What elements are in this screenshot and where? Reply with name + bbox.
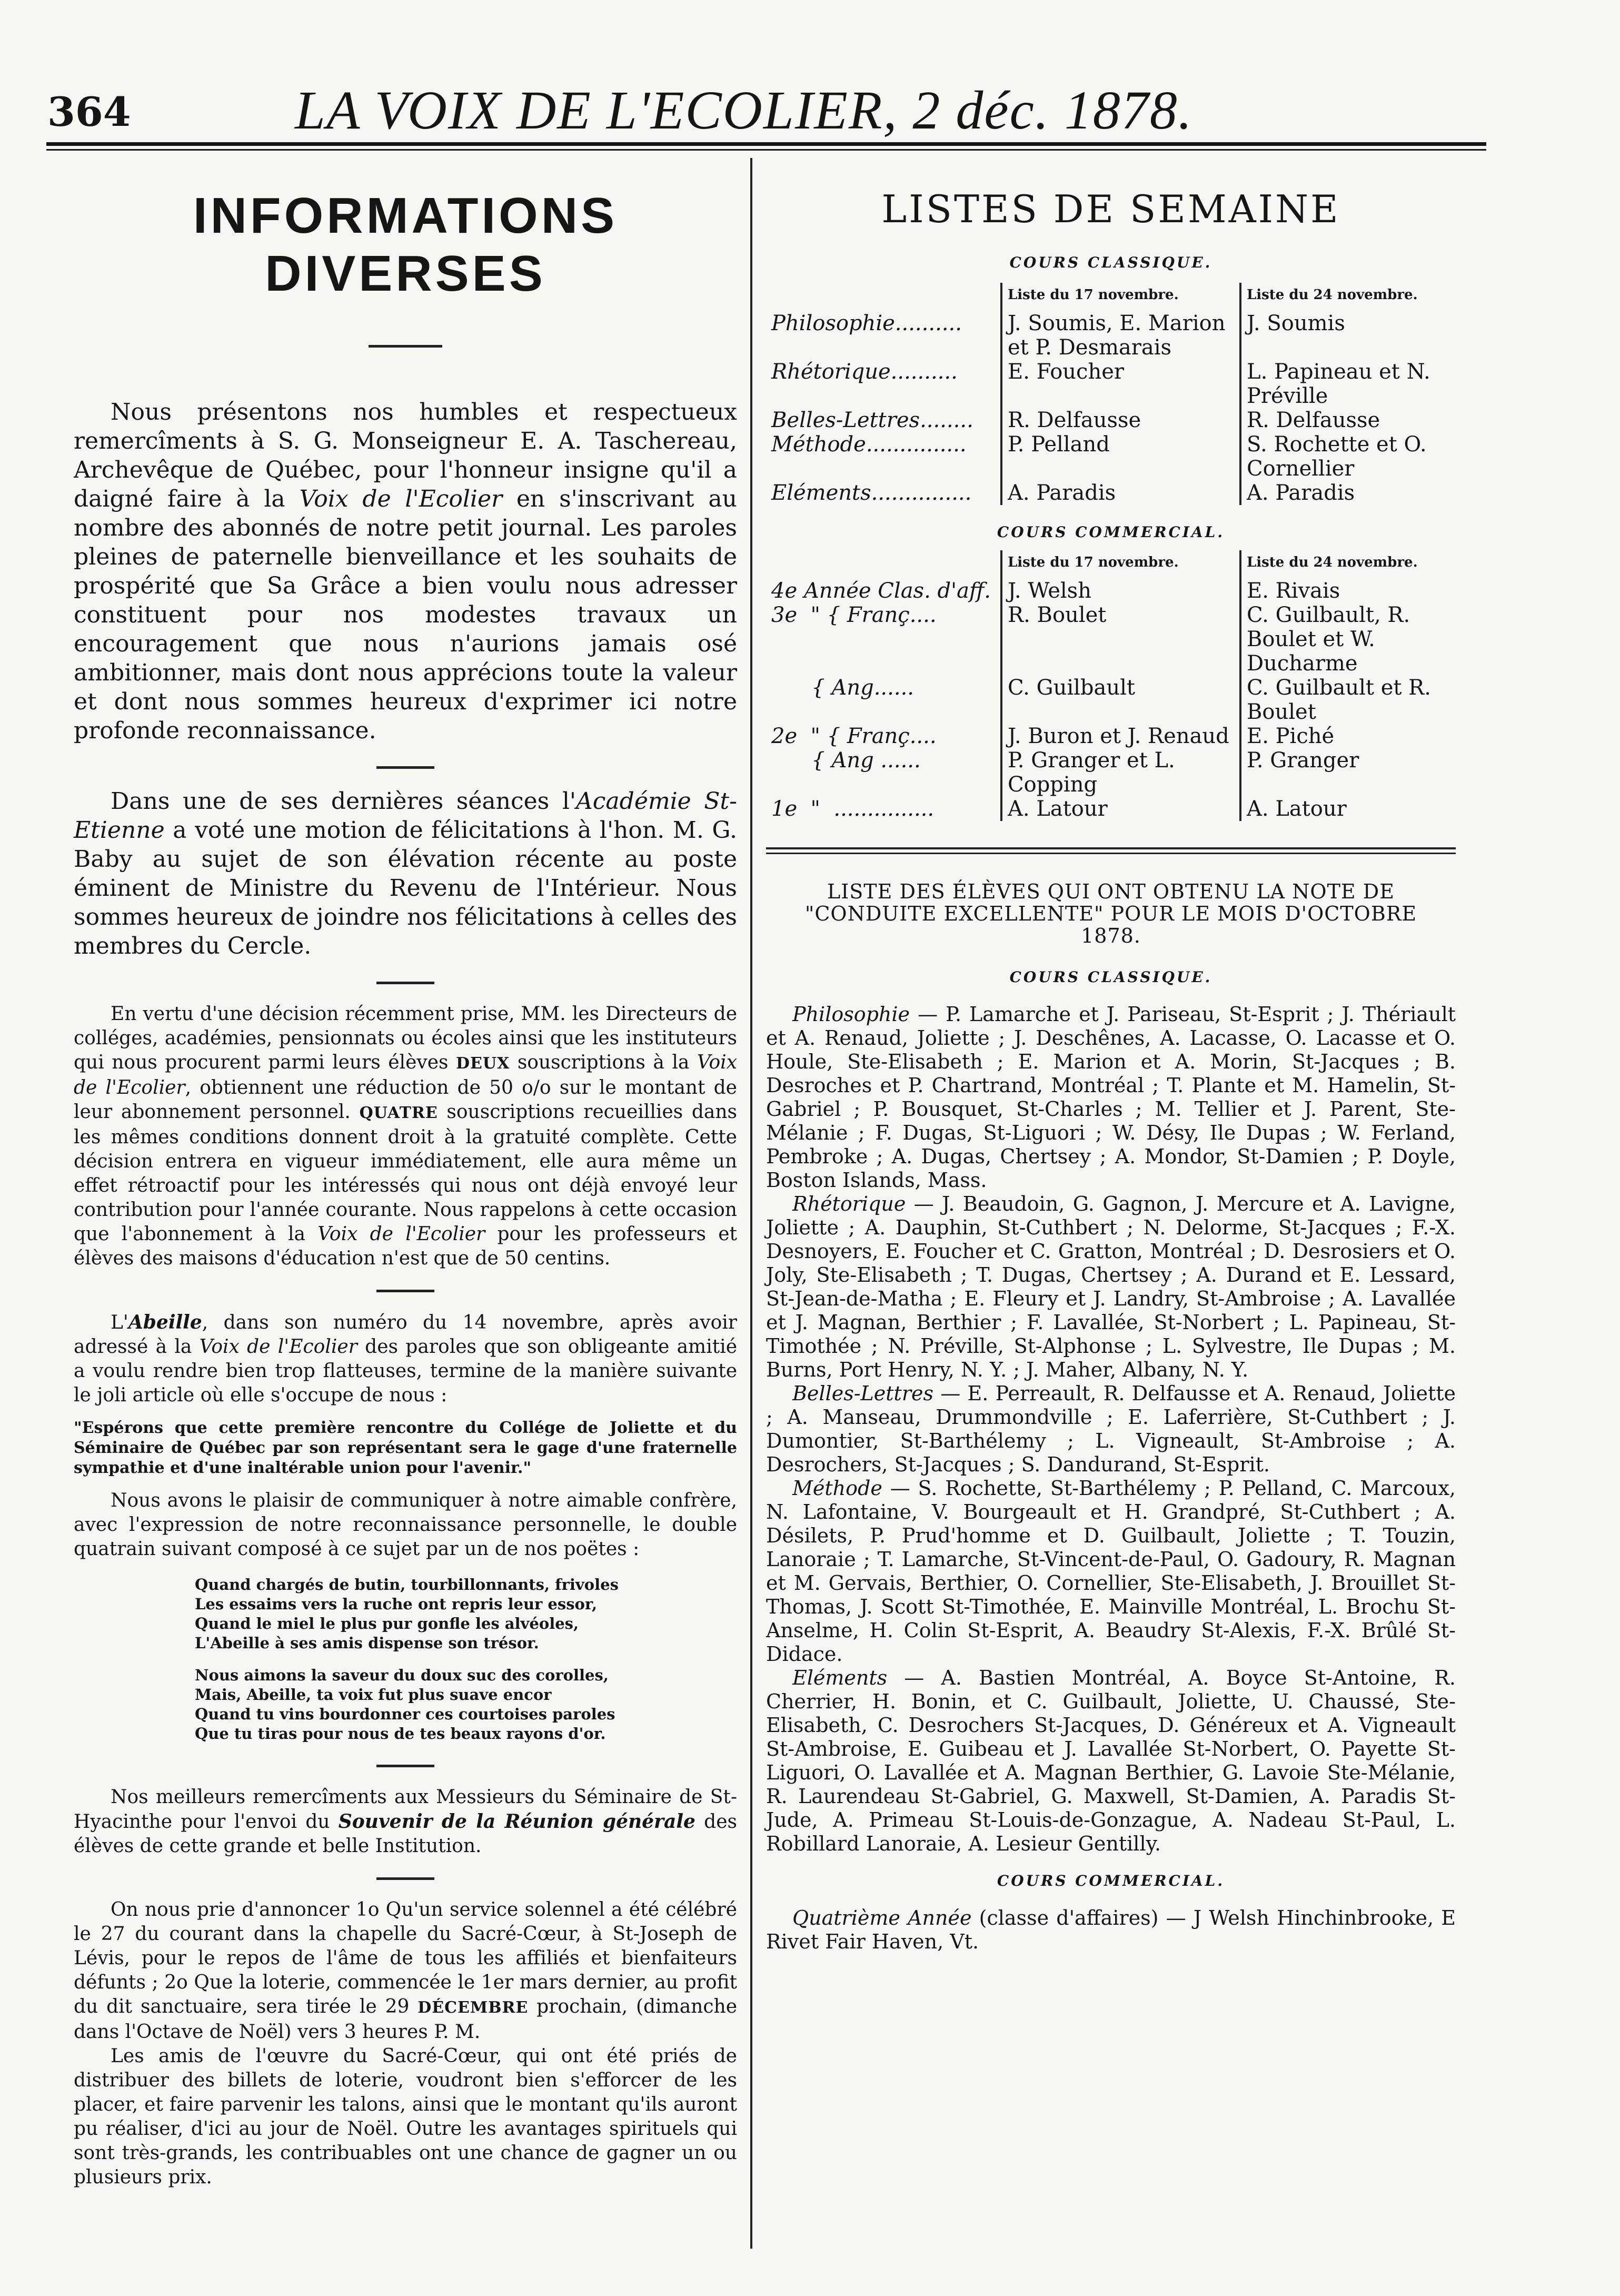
table-row: { Ang ...... P. Granger et L. Copping P. Granger (771, 748, 1359, 797)
table-row: Eléments............... A. Paradis A. Paradis (771, 481, 1355, 505)
paragraph-subscriptions: En vertu d'une décision récemment prise, MM. les Directeurs de colléges, académies, pensionnats ou écoles ainsi que les instituteurs qui nous procurent parmi leurs élèves DEUX souscriptions à la Voix de l'Ecolier, obtiennent une réduction de 50 o/o sur le montant de leur abonnement personnel. QUATRE souscriptions recueillies dans les mêmes conditions donnent droit à la gratuité complète. Cette décision entrera en vigueur immédiatement, elle aura même un effet rétroactif pour les intéressés qui nous ont déjà envoyé leur contribution pour l'année courante. Nous rappelons à cette occasion que l'abonnement à la Voix de l'Ecolier pour les professeurs et élèves des maisons d'éducation n'est que de 50 centins. (74, 1003, 737, 1269)
list-item: Quatrième Année (classe d'affaires) — J Welsh Hinchinbrooke, E Rivet Fair Haven, Vt. (766, 1906, 1456, 1953)
paragraph-loterie: On nous prie d'annoncer 1o Qu'un service solennel a été célébré le 27 du courant dans la chapelle du Sacré-Cœur, à St-Joseph de Lévis, pour le repos de l'âme de tous les affiliés et bienfaiteurs défunts ; 2o Que la loterie, commencée le 1er mars dernier, au profit du dit sanctuaire, sera tirée le 29 DÉCEMBRE prochain, (dimanche dans l'Octave de Noël) vers 3 heures P. M. (74, 1899, 737, 2043)
paragraph-abeille: L'Abeille, dans son numéro du 14 novembre, après avoir adressé à la Voix de l'Ecolier des paroles que son obligeante amitié a voulu rendre bien trop flatteuses, termine de la manière suivante le joli article où elle s'occupe de nous : (74, 1311, 737, 1406)
classique-weekly-table (766, 283, 1456, 505)
table-row: { Ang...... C. Guilbault C. Guilbault et R. Boulet (771, 676, 1431, 724)
column-divider (750, 158, 752, 2249)
separator (376, 982, 434, 984)
page-header (47, 79, 1485, 147)
section-title: INFORMATIONS DIVERSES (193, 187, 618, 302)
header-rule-thin (46, 149, 1486, 151)
running-title: LA VOIX DE L'ECOLIER, 2 déc. 1878. (295, 80, 1193, 141)
paragraph-archbishop: Nous présentons nos humbles et respectueux remercîments à S. G. Monseigneur E. A. Taschereau, Archevêque de Québec, pour l'honneur insigne qu'il a daigné faire à la Voix de l'Ecolier en s'inscrivant au nombre des abonnés de notre petit journal. Les paroles pleines de paternelle bienveillance et les souhaits de prospérité que Sa Grâce a bien voulu nous adresser constituent pour nos modestes travaux un encouragement que nous n'aurions jamais osé ambitionner, mais dont nous apprécions toute la valeur et dont nous sommes heureux d'exprimer ici notre profonde reconnaissance. (74, 399, 737, 744)
header-rule (46, 142, 1486, 146)
right-column (766, 187, 1456, 1954)
column-header-24: Liste du 24 novembre. (1247, 555, 1418, 570)
table-row: 4e Année Clas. d'aff. J. Welsh E. Rivais (771, 579, 1340, 603)
commercial-weekly-table (766, 550, 1456, 821)
separator (369, 345, 442, 348)
table-row: Méthode............... P. Pelland S. Rochette et O. Cornellier (771, 432, 1427, 481)
conduite-classique-heading: COURS CLASSIQUE. (1009, 968, 1212, 986)
poem-stanza-2: Nous aimons la saveur du doux suc des corolles, Mais, Abeille, ta voix fut plus suave encor Quand tu vins bourdonner ces courtoises paroles Que tu tiras pour nous de tes beaux rayons d'or. (195, 1666, 615, 1743)
left-column (74, 187, 737, 2190)
paragraph-st-hyacinthe: Nos meilleurs remercîments aux Messieurs du Séminaire de St-Hyacinthe pour l'envoi du Souvenir de la Réunion générale des élèves de cette grande et belle Institution. (74, 1786, 737, 1857)
separator (376, 766, 434, 769)
list-item: Philosophie — P. Lamarche et J. Pariseau, St-Esprit ; J. Thériault et A. Renaud, Joliette ; J. Deschênes, A. Lacasse, O. Lacasse et O. Houle, Ste-Elisabeth ; E. Marion et A. Morin, St-Jacques ; B. Desroches et P. Chartrand, Montréal ; T. Plante et M. Hamelin, St-Gabriel ; P. Bousquet, St-Charles ; M. Tellier et J. Parent, Ste-Mélanie ; F. Dugas, St-Liguori ; W. Désy, Ile Dupas ; W. Ferland, Pembroke ; A. Dugas, Chertsey ; A. Mondor, St-Damien ; P. Doyle, Boston Islands, Mass. (766, 1003, 1456, 1192)
paragraph-poem-intro: Nous avons le plaisir de communiquer à notre aimable confrère, avec l'expression de notre reconnaissance personnelle, le double quatrain suivant composé à ce sujet par un de nos poëtes : (74, 1490, 737, 1560)
column-header-17: Liste du 17 novembre. (1001, 550, 1240, 579)
page-number: 364 (47, 88, 131, 135)
separator (376, 1877, 434, 1880)
paragraph-academie: Dans une de ses dernières séances l'Académie St-Etienne a voté une motion de félicitations à l'hon. M. G. Baby au sujet de son élévation récente au poste éminent de Ministre du Revenu de l'Intérieur. Nous sommes heureux de joindre nos félicitations à celles des membres du Cercle. (74, 788, 737, 959)
conduite-commercial-list (766, 1906, 1456, 1954)
separator (376, 1290, 434, 1292)
quoted-excerpt: "Espérons que cette première rencontre du Collége de Joliette et du Séminaire de Québec par son représentant sera le gage d'une fraternelle sympathie et d'une inaltérable union pour l'avenir." (74, 1419, 737, 1477)
cours-classique-heading: COURS CLASSIQUE. (1009, 254, 1212, 271)
table-row: Belles-Lettres........ R. Delfausse R. Delfausse (771, 408, 1380, 432)
table-row: 1e " ............... A. Latour A. Latour (771, 797, 1347, 821)
cours-commercial-heading: COURS COMMERCIAL. (997, 523, 1225, 541)
list-item: Eléments — A. Bastien Montréal, A. Boyce St-Antoine, R. Cherrier, H. Bonin, et C. Guilbault, Joliette, U. Chaussé, Ste-Elisabeth, C. Desrochers St-Jacques, D. Généreux et A. Vigneault St-Ambroise, E. Guibeau et J. Lavallée St-Norbert, O. Payette St-Liguori, O. Lavallée et A. Magnan Berthier, G. Lavoie Ste-Mélanie, R. Laurendeau St-Gabriel, G. Maxwell, St-Damien, A. Paradis St-Jude, A. Primeau St-Louis-de-Gonzague, A. Nadeau St-Paul, L. Robillard Lanoraie, A. Lesieur Gentilly. (766, 1666, 1456, 1855)
conduite-title: LISTE DES ÉLÈVES QUI ONT OBTENU LA NOTE DE "CONDUITE EXCELLENTE" POUR LE MOIS D'OCTOBRE 1878. (804, 880, 1417, 947)
paragraph-sacre-coeur: Les amis de l'œuvre du Sacré-Cœur, qui ont été priés de distribuer des billets de loterie, voudront bien s'efforcer de les placer, et faire parvenir les talons, ainsi que le montant qu'ils auront pu réaliser, d'ici au jour de Noël. Outre les avantages spirituels qui sont très-grands, les contribuables ont une chance de gagner un ou plusieurs prix. (74, 2045, 737, 2188)
conduite-list (766, 1003, 1456, 1856)
table-row: 3e " { Franç.... R. Boulet C. Guilbault, R. Boulet et W. Ducharme (771, 603, 1410, 676)
column-header-17: Liste du 17 novembre. (1001, 283, 1240, 311)
poem-stanza-1: Quand chargés de butin, tourbillonnants, frivoles Les essaims vers la ruche ont repris leur essor, Quand le miel le plus pur gonfle les alvéoles, L'Abeille à ses amis dispense son trésor. (195, 1576, 619, 1652)
section-rule (766, 847, 1456, 849)
conduite-commercial-heading: COURS COMMERCIAL. (997, 1872, 1225, 1889)
lists-title: LISTES DE SEMAINE (881, 187, 1340, 231)
list-item: Rhétorique — J. Beaudoin, G. Gagnon, J. Mercure et A. Lavigne, Joliette ; A. Dauphin, St-Cuthbert ; N. Delorme, St-Jacques ; F.-X. Desnoyers, E. Foucher et C. Gratton, Montréal ; D. Desrosiers et O. Joly, Ste-Elisabeth ; T. Dugas, Chertsey ; A. Durand et E. Lessard, St-Jean-de-Matha ; E. Fleury et J. Landry, St-Ambroise ; A. Lavallée et J. Magnan, Berthier ; F. Lavallée, St-Norbert ; L. Papineau, St-Timothée ; N. Préville, St-Alphonse ; L. Sylvestre, Ile Dupas ; M. Burns, Port Henry, N. Y. ; J. Maher, Albany, N. Y. (766, 1192, 1456, 1381)
separator (376, 1765, 434, 1767)
table-row: 2e " { Franç.... J. Buron et J. Renaud E. Piché (771, 724, 1335, 748)
table-row: Rhétorique.......... E. Foucher L. Papineau et N. Préville (771, 360, 1430, 408)
table-row: Philosophie.......... J. Soumis, E. Marion et P. Desmarais J. Soumis (771, 311, 1345, 360)
list-item: Belles-Lettres — E. Perreault, R. Delfausse et A. Renaud, Joliette ; A. Manseau, Drummondville ; E. Laferrière, St-Cuthbert ; J. Dumontier, St-Barthélemy ; L. Vigneault, St-Ambroise ; A. Desrochers, St-Jacques ; S. Dandurand, St-Esprit. (766, 1382, 1456, 1476)
column-header-24: Liste du 24 novembre. (1247, 287, 1418, 303)
list-item: Méthode — S. Rochette, St-Barthélemy ; P. Pelland, C. Marcoux, N. Lafontaine, V. Bourgeault et H. Grandpré, St-Cuthbert ; A. Désilets, P. Prud'homme et D. Guilbault, Joliette ; T. Touzin, Lanoraie ; T. Lamarche, St-Vincent-de-Paul, O. Gadoury, R. Magnan et M. Gervais, Berthier, O. Cornellier, Ste-Elisabeth, J. Brouillet St-Thomas, J. Scott St-Timothée, E. Mainville Montréal, L. Brochu St-Anselme, H. Colin St-Esprit, A. Beaudry St-Alexis, F.-X. Brûlé St-Didace. (766, 1477, 1456, 1666)
section-rule-thin (766, 853, 1456, 854)
